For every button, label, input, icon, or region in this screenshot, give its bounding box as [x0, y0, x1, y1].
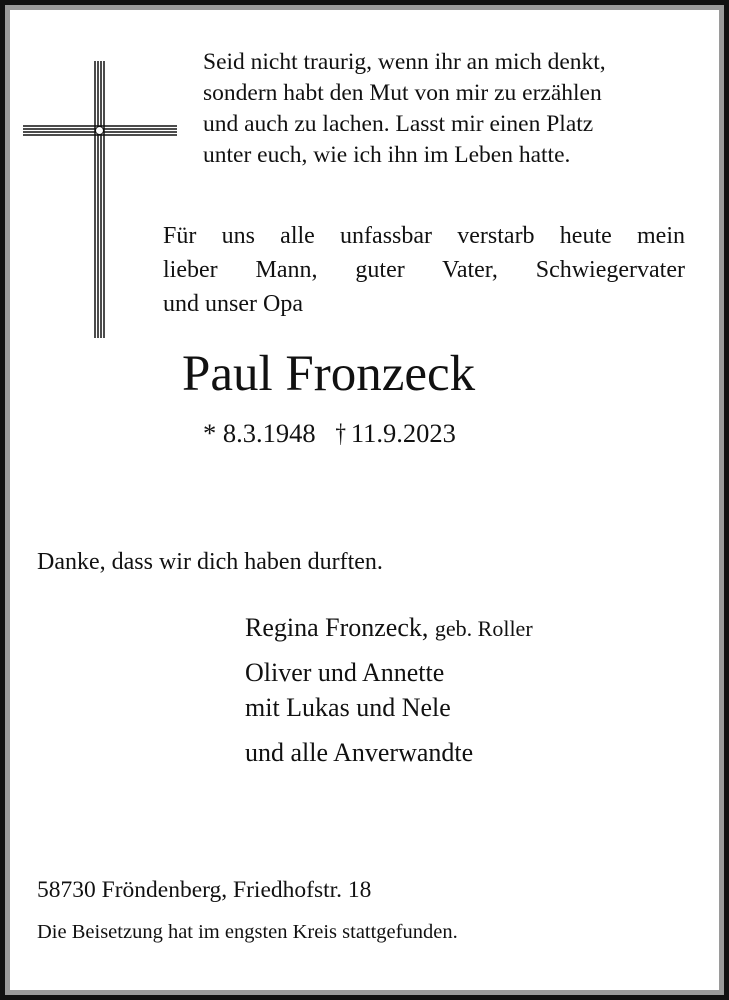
poem-line: unter euch, wie ich ihn im Leben hatte. — [203, 142, 571, 168]
family-line: und alle Anverwandte — [245, 738, 474, 767]
announcement-line: lieber Mann, guter Vater, Schwiegervater — [163, 257, 685, 283]
life-dates — [203, 416, 456, 450]
poem-line: und auch zu lachen. Lasst mir einen Platz — [203, 111, 594, 137]
death-date: 11.9.2023 — [350, 418, 456, 448]
family-line — [245, 610, 533, 647]
birth-date: * 8.3.1948 — [203, 418, 316, 448]
burial-note: Die Beisetzung hat im engsten Kreis stattgefunden. — [37, 921, 458, 943]
latin-cross-icon — [23, 61, 177, 338]
family-line: mit Lukas und Nele — [245, 693, 451, 722]
poem — [203, 47, 606, 171]
family-line: Oliver und Annette — [245, 658, 445, 687]
poem-line: Seid nicht traurig, wenn ihr an mich denkt, — [203, 49, 606, 75]
poem-line: sondern habt den Mut von mir zu erzählen — [203, 80, 602, 106]
dagger-icon: † — [334, 418, 346, 448]
announcement-text — [163, 219, 685, 321]
deceased-name: Paul Fronzeck — [182, 346, 476, 402]
announcement-line: und unser Opa — [163, 291, 303, 317]
maiden-name: geb. Roller — [434, 616, 533, 641]
thanks-line: Danke, dass wir dich haben durften. — [37, 549, 383, 575]
address: 58730 Fröndenberg, Friedhofstr. 18 — [37, 877, 372, 903]
announcement-line: Für uns alle unfassbar verstarb heute mein — [163, 223, 685, 249]
widow-name: Regina Fronzeck, — [245, 613, 429, 642]
